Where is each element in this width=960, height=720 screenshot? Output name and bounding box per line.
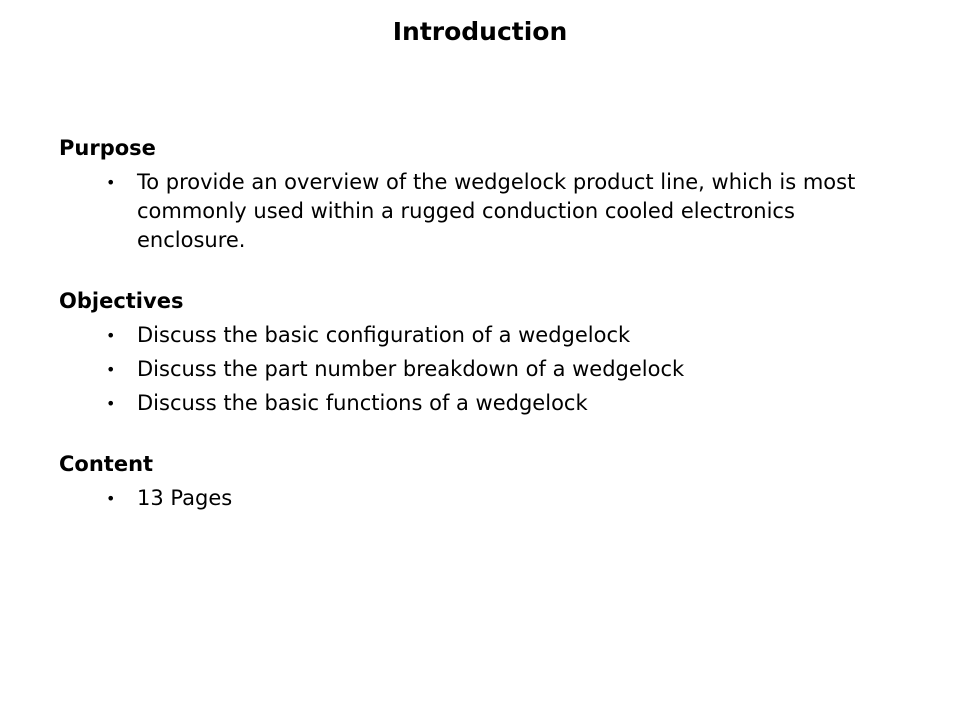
bullet-list bbox=[59, 168, 899, 255]
section-objectives bbox=[59, 287, 899, 418]
section-purpose bbox=[59, 134, 899, 255]
bullet-item bbox=[59, 484, 877, 513]
bullet-item bbox=[59, 355, 877, 384]
bullet-list bbox=[59, 321, 899, 418]
bullet-icon: • bbox=[106, 394, 116, 413]
slide-title: Introduction bbox=[392, 17, 568, 46]
section-content bbox=[59, 450, 899, 513]
slide-content bbox=[59, 134, 899, 545]
bullet-item bbox=[59, 389, 877, 418]
bullet-text: Discuss the basic functions of a wedgelock bbox=[137, 391, 588, 415]
bullet-text: To provide an overview of the wedgelock product line, which is most commonly used within a rugged conduction cooled electronics enclosure. bbox=[137, 170, 856, 252]
bullet-text: 13 Pages bbox=[137, 486, 233, 510]
bullet-icon: • bbox=[106, 173, 116, 192]
bullet-item bbox=[59, 321, 877, 350]
bullet-list bbox=[59, 484, 899, 513]
bullet-text: Discuss the part number breakdown of a wedgelock bbox=[137, 357, 685, 381]
bullet-icon: • bbox=[106, 360, 116, 379]
bullet-icon: • bbox=[106, 326, 116, 345]
bullet-icon: • bbox=[106, 489, 116, 508]
section-heading: Objectives bbox=[59, 289, 184, 313]
bullet-item bbox=[59, 168, 877, 255]
bullet-text: Discuss the basic configuration of a wedgelock bbox=[137, 323, 631, 347]
section-heading: Purpose bbox=[59, 136, 156, 160]
section-heading: Content bbox=[59, 452, 154, 476]
